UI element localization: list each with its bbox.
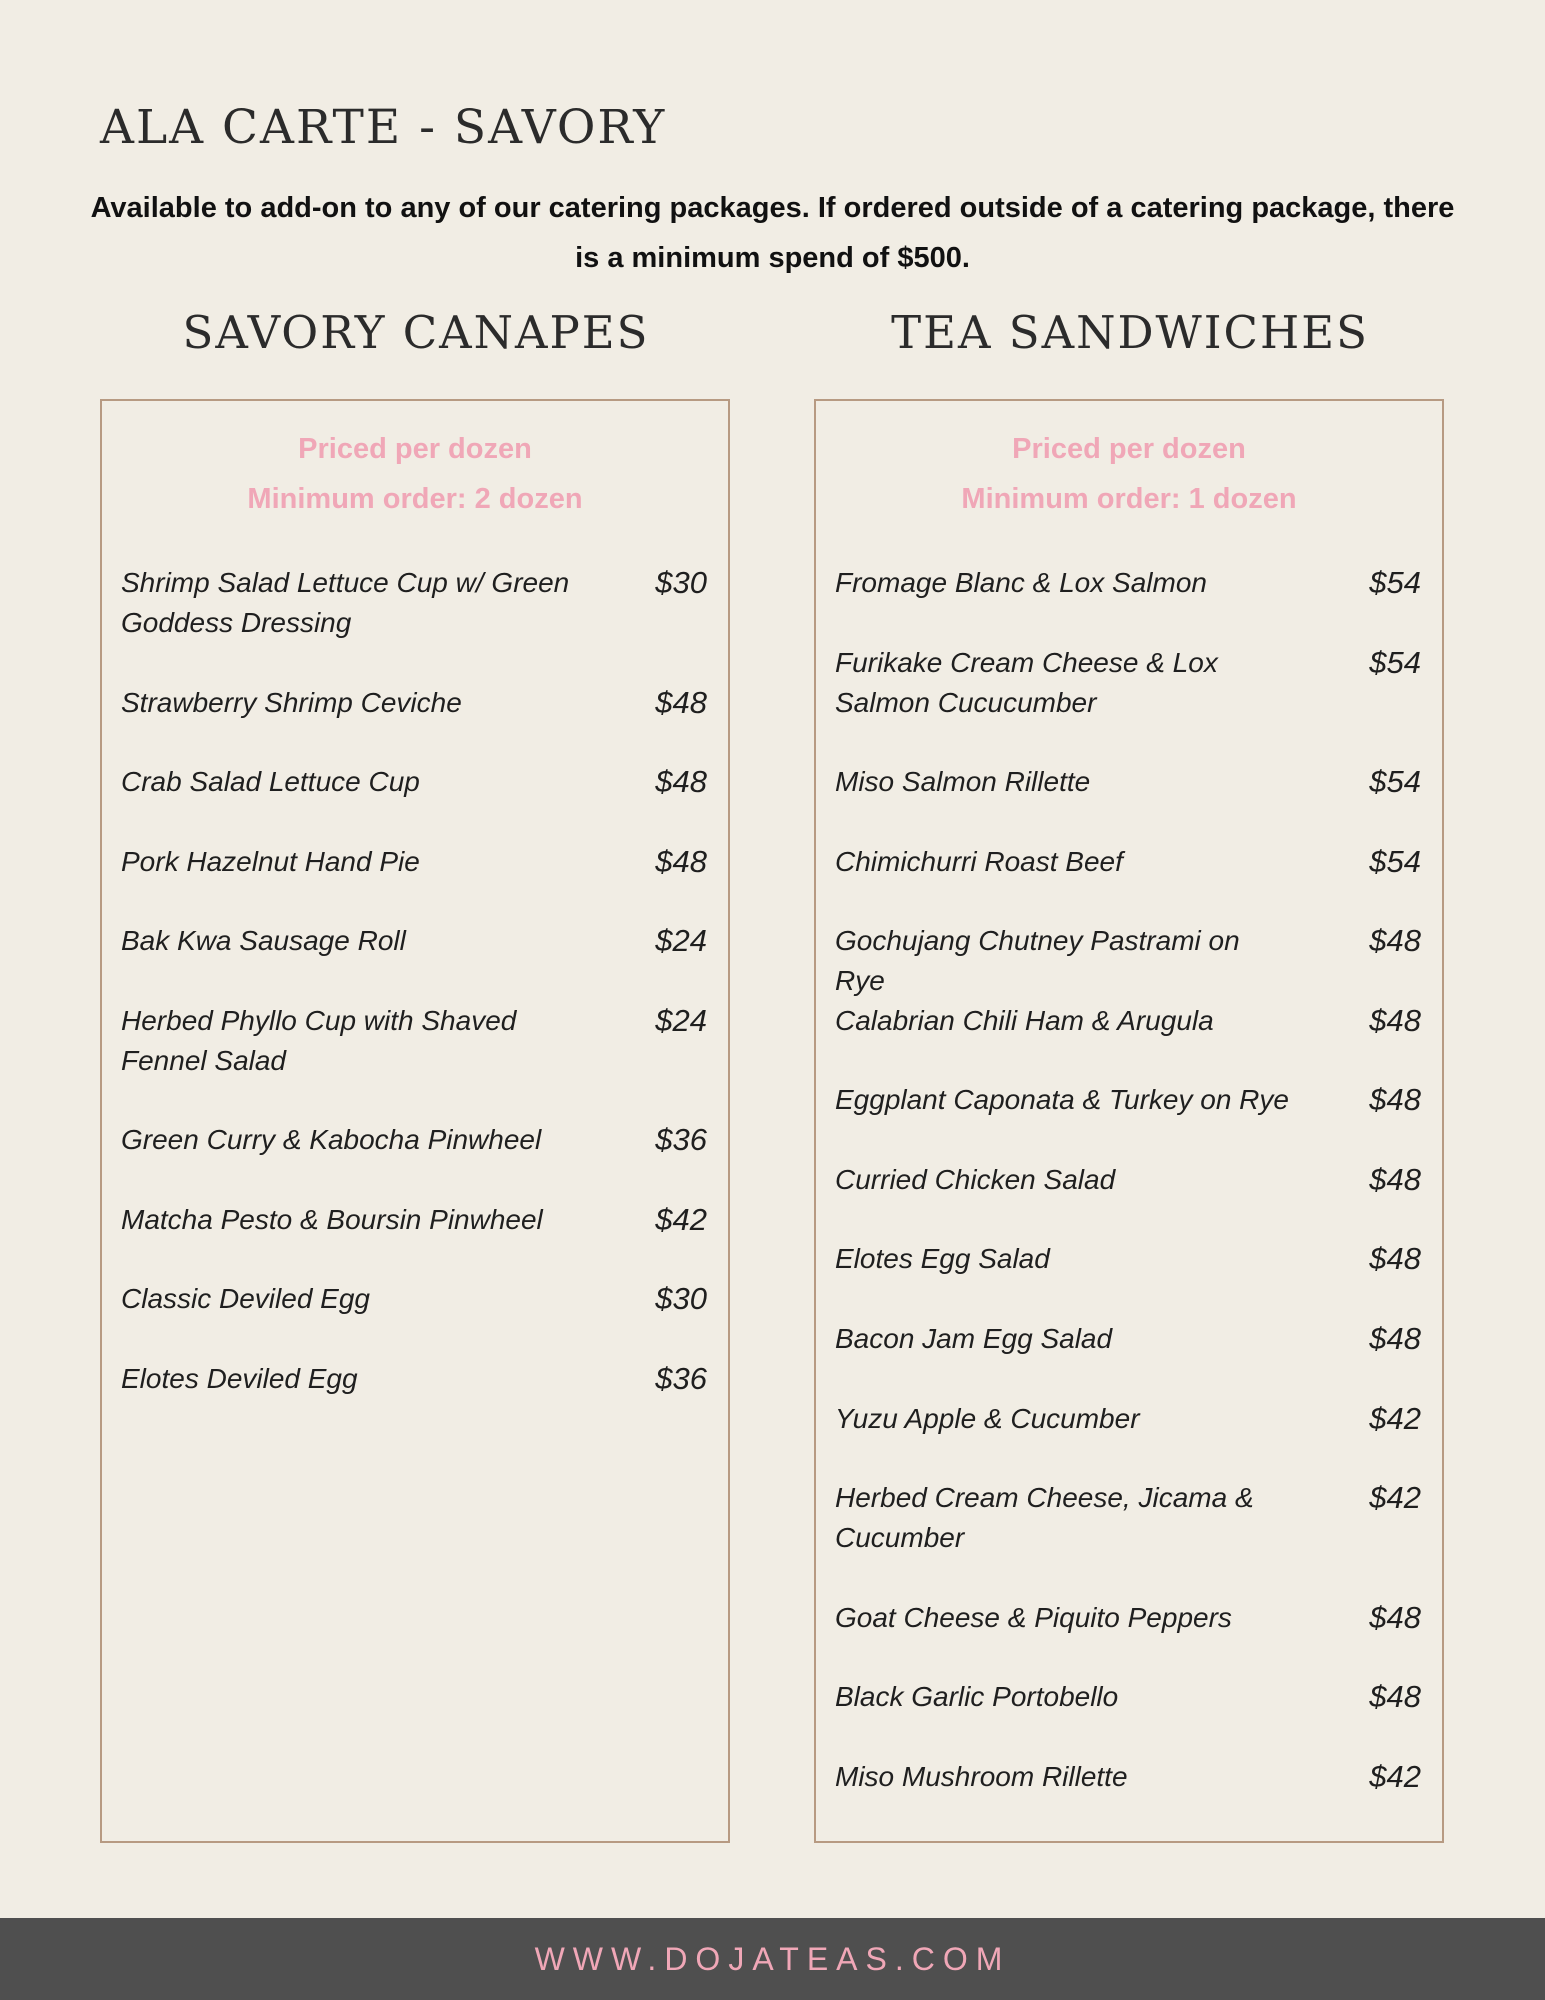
footer-bar <box>0 1918 1545 2000</box>
menu-item <box>121 563 707 643</box>
menu-item <box>121 1001 707 1081</box>
menu-item-name: Bacon Jam Egg Salad <box>835 1323 1113 1354</box>
menu-item-name: Bak Kwa Sausage Roll <box>121 925 406 956</box>
menu-item <box>121 921 707 961</box>
menu-item-price: $42 <box>1369 1480 1421 1515</box>
menu-item-price: $48 <box>1369 1162 1421 1197</box>
menu-item <box>835 842 1421 882</box>
menu-item-name: Curried Chicken Salad <box>835 1164 1116 1195</box>
menu-item <box>835 762 1421 802</box>
intro-text <box>60 183 1485 283</box>
menu-item <box>121 1120 707 1160</box>
menu-item-name: Miso Mushroom Rillette <box>835 1761 1128 1792</box>
page-title: ALA CARTE - SAVORY <box>100 100 667 155</box>
menu-item-name: Yuzu Apple & Cucumber <box>835 1403 1140 1434</box>
menu-item <box>121 1279 707 1319</box>
menu-item-price: $54 <box>1369 764 1421 799</box>
menu-item <box>835 1399 1421 1439</box>
menu-item-price: $54 <box>1369 565 1421 600</box>
menu-item-price: $30 <box>655 565 707 600</box>
menu-item-name: Herbed Cream Cheese, Jicama & Cucumber <box>835 1482 1254 1553</box>
canapes-menu-panel <box>100 399 730 1843</box>
menu-item-price: $48 <box>655 685 707 720</box>
menu-item-name: Fromage Blanc & Lox Salmon <box>835 567 1207 598</box>
menu-item-price: $24 <box>655 923 707 958</box>
menu-item-price: $48 <box>655 844 707 879</box>
menu-item <box>835 1319 1421 1359</box>
menu-item <box>835 563 1421 603</box>
menu-item-name: Shrimp Salad Lettuce Cup w/ Green Goddess Dressing <box>121 567 570 638</box>
menu-item-price: $54 <box>1369 844 1421 879</box>
menu-item <box>835 1757 1421 1797</box>
menu-item-name: Strawberry Shrimp Ceviche <box>121 687 462 718</box>
menu-item <box>121 762 707 802</box>
section-title-sandwiches: TEA SANDWICHES <box>891 306 1369 359</box>
menu-item-price: $48 <box>655 764 707 799</box>
menu-item-price: $48 <box>1369 1321 1421 1356</box>
menu-item-price: $36 <box>655 1361 707 1396</box>
menu-item-name: Black Garlic Portobello <box>835 1681 1119 1712</box>
intro-line: Available to add-on to any of our catering packages. If ordered outside of a catering package, there <box>90 192 1455 224</box>
section-title-canapes: SAVORY CANAPES <box>182 306 650 359</box>
menu-item-name: Eggplant Caponata & Turkey on Rye <box>835 1084 1289 1115</box>
pricing-note: Priced per dozen <box>1012 433 1246 465</box>
menu-item-price: $36 <box>655 1122 707 1157</box>
menu-item-price: $54 <box>1369 645 1421 680</box>
menu-item-name: Furikake Cream Cheese & Lox Salmon Cucucumber <box>835 647 1218 718</box>
menu-item-name: Green Curry & Kabocha Pinwheel <box>121 1124 542 1155</box>
menu-item <box>121 1200 707 1240</box>
menu-item-name: Goat Cheese & Piquito Peppers <box>835 1602 1232 1633</box>
menu-item-price: $48 <box>1369 1600 1421 1635</box>
menu-item-price: $48 <box>1369 1082 1421 1117</box>
menu-item-price: $48 <box>1369 1241 1421 1276</box>
menu-item-price: $48 <box>1369 1679 1421 1714</box>
menu-item-name: Gochujang Chutney Pastrami on Rye <box>835 925 1240 996</box>
menu-item-name: Miso Salmon Rillette <box>835 766 1091 797</box>
menu-item-name: Calabrian Chili Ham & Arugula <box>835 1005 1214 1036</box>
intro-line: is a minimum spend of $500. <box>575 242 970 274</box>
website-url[interactable]: WWW.DOJATEAS.COM <box>534 1941 1011 1977</box>
menu-item <box>121 683 707 723</box>
menu-item <box>835 1677 1421 1717</box>
menu-item-price: $42 <box>655 1202 707 1237</box>
pricing-note: Priced per dozen <box>298 433 532 465</box>
menu-item-name: Crab Salad Lettuce Cup <box>121 766 420 797</box>
menu-item <box>835 1478 1421 1558</box>
menu-item <box>121 842 707 882</box>
minimum-order-note: Minimum order: 2 dozen <box>247 483 583 515</box>
menu-item-name: Elotes Deviled Egg <box>121 1363 358 1394</box>
menu-item <box>835 921 1421 1001</box>
menu-item-name: Elotes Egg Salad <box>835 1243 1050 1274</box>
menu-item <box>835 1080 1421 1120</box>
menu-item <box>835 1001 1421 1041</box>
menu-item-name: Matcha Pesto & Boursin Pinwheel <box>121 1204 543 1235</box>
sandwiches-menu-panel <box>814 399 1444 1843</box>
menu-item-price: $24 <box>655 1003 707 1038</box>
menu-item-price: $42 <box>1369 1401 1421 1436</box>
menu-item-name: Classic Deviled Egg <box>121 1283 370 1314</box>
menu-item-name: Pork Hazelnut Hand Pie <box>121 846 420 877</box>
menu-item <box>121 1359 707 1399</box>
minimum-order-note: Minimum order: 1 dozen <box>961 483 1297 515</box>
menu-item-price: $48 <box>1369 1003 1421 1038</box>
menu-item <box>835 643 1421 723</box>
menu-item-price: $42 <box>1369 1759 1421 1794</box>
menu-item <box>835 1598 1421 1638</box>
menu-item <box>835 1239 1421 1279</box>
menu-item-name: Herbed Phyllo Cup with Shaved Fennel Salad <box>121 1005 517 1076</box>
menu-item-price: $30 <box>655 1281 707 1316</box>
menu-item-name: Chimichurri Roast Beef <box>835 846 1123 877</box>
menu-item <box>835 1160 1421 1200</box>
menu-item-price: $48 <box>1369 923 1421 958</box>
